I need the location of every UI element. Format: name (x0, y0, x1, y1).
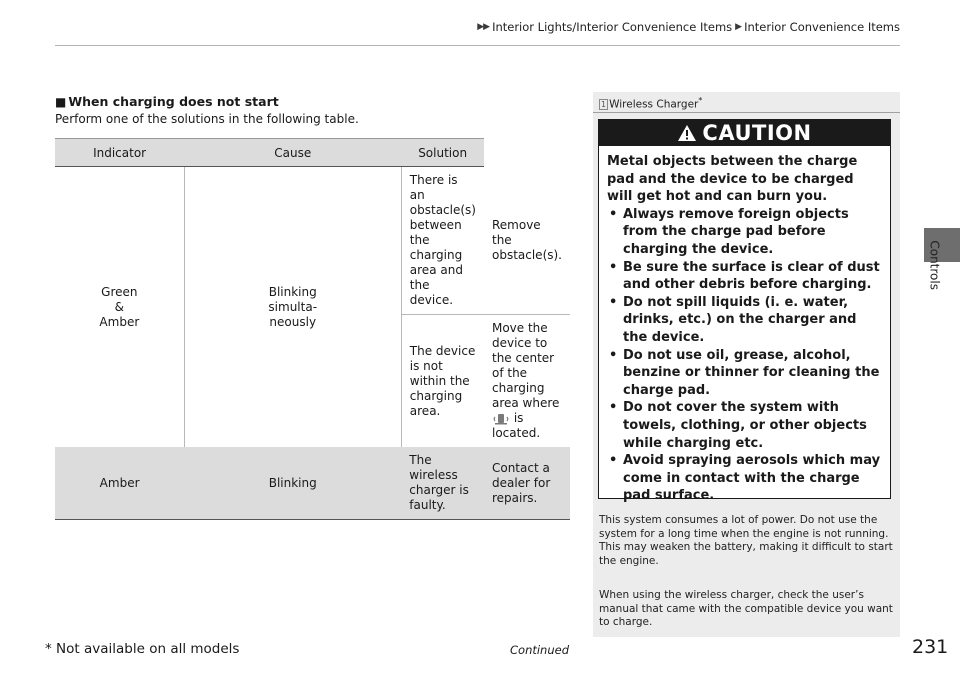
footnote-mark: * (698, 96, 703, 105)
caution-bullet: • Do not spill liquids (i. e. water, drinks, etc.) on the charger and the device. (607, 294, 882, 347)
solution-cell (484, 315, 570, 448)
chevron-right-icon: ▶▶ (477, 22, 490, 32)
note-device-manual: When using the wireless charger, check the user’s manual that came with the compatible device you want to charge. (599, 589, 893, 628)
sidebar-note-panel (593, 92, 900, 637)
header-rule (55, 45, 900, 46)
column-header-cause: Cause (184, 139, 401, 167)
breadcrumb (477, 20, 900, 34)
caution-list (607, 206, 882, 505)
section-intro: Perform one of the solutions in the following table. (55, 112, 359, 126)
indicator-state-cell (184, 167, 401, 448)
caution-bullet: • Avoid spraying aerosols which may come in contact with the charge pad surface. (607, 452, 882, 505)
cause-cell: The device is not within the charging area. (401, 315, 484, 448)
column-header-solution: Solution (401, 139, 484, 167)
solution-text: Move the device to the center of the charging area where (491, 321, 560, 410)
indicator-state-line: Blinking (268, 284, 317, 299)
footnote: * Not available on all models (45, 641, 240, 657)
caution-bullet: • Always remove foreign objects from the charge pad before charging the device. (607, 206, 882, 259)
solution-cell: Contact a dealer for repairs. (484, 447, 570, 520)
caution-bullet: • Do not cover the system with towels, clothing, or other objects while charging etc. (607, 399, 882, 452)
sidebar-note-rule (593, 112, 900, 113)
chevron-right-icon: ▶ (735, 22, 742, 32)
table-row (55, 167, 570, 315)
column-header-indicator: Indicator (55, 139, 184, 167)
solution-text: is located. (491, 411, 541, 440)
page-number: 231 (912, 636, 949, 658)
section-heading-text: When charging does not start (68, 94, 279, 109)
section-tab-label: Controls (928, 240, 942, 290)
caution-bullet: • Do not use oil, grease, alcohol, benzine or thinner for cleaning the charge pad. (607, 347, 882, 400)
solutions-table (55, 138, 570, 520)
indicator-color-cell: Amber (55, 447, 184, 520)
indicator-state-cell: Blinking (184, 447, 401, 520)
section-heading (55, 94, 279, 109)
caution-bullet: • Be sure the surface is clear of dust and other debris before charging. (607, 259, 882, 294)
reference-mark-icon: 1 (601, 99, 607, 109)
continued-label: Continued (510, 643, 570, 657)
wireless-charging-icon (492, 413, 510, 425)
cause-cell: The wireless charger is faulty. (401, 447, 484, 520)
sidebar-note-title-text: Wireless Charger (609, 98, 699, 111)
caution-intro: Metal objects between the charge pad and the device to be charged will get hot and can burn you. (607, 154, 858, 205)
indicator-color-line: Green (101, 284, 138, 299)
caution-box (598, 119, 891, 504)
breadcrumb-item[interactable]: Interior Lights/Interior Convenience Items (492, 20, 733, 34)
sidebar-note-title (599, 96, 702, 111)
square-bullet-icon: ■ (55, 95, 67, 109)
solution-cell: Remove the obstacle(s). (491, 217, 562, 262)
caution-text (599, 146, 890, 505)
caution-banner (599, 120, 890, 146)
indicator-state-line: simulta- (268, 299, 318, 314)
caution-label: CAUTION (702, 121, 812, 145)
breadcrumb-item[interactable]: Interior Convenience Items (744, 20, 900, 34)
warning-triangle-icon (677, 124, 697, 142)
note-power: This system consumes a lot of power. Do not use the system for a long time when the engine is not running. This may weaken the battery, making it difficult to start the engine. (599, 514, 893, 567)
indicator-color-cell (55, 167, 184, 448)
indicator-color-line: Amber (99, 314, 140, 329)
table-row (55, 447, 570, 520)
indicator-color-line: & (114, 299, 125, 314)
indicator-state-line: neously (269, 314, 317, 329)
table-header-row (55, 139, 570, 167)
cause-cell: There is an obstacle(s) between the charging area and the device. (401, 167, 484, 315)
